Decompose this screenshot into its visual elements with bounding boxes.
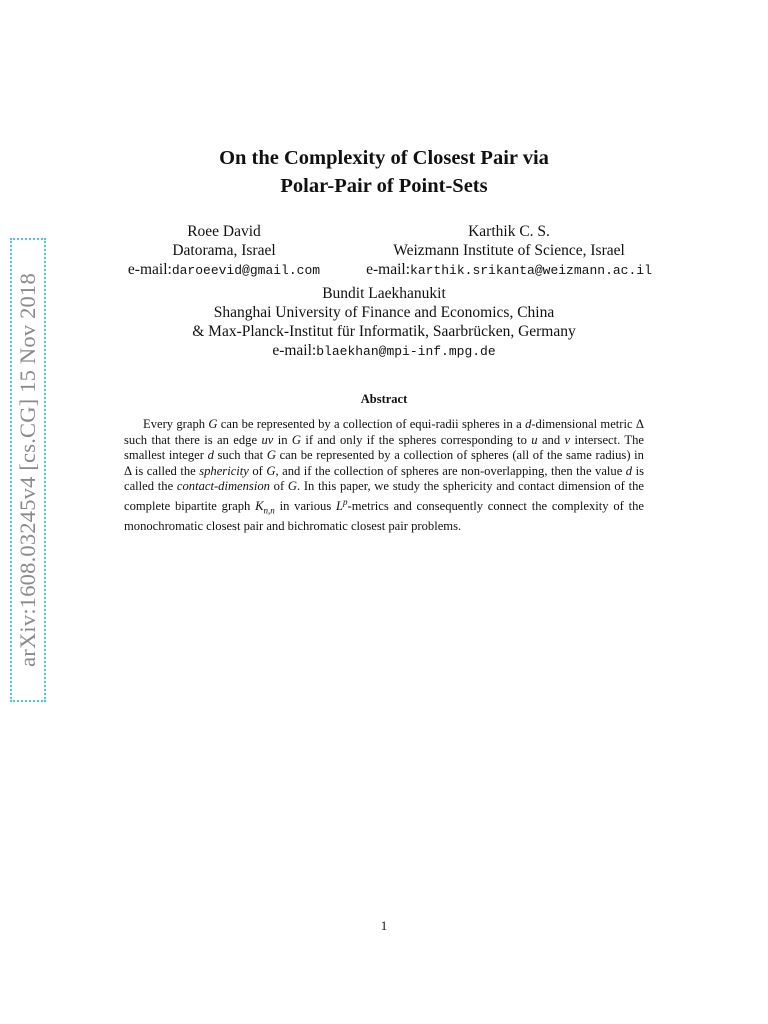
- abstract-text-run: contact-dimension: [176, 479, 270, 494]
- abstract-subscript: n,n: [263, 505, 275, 516]
- abstract-text-run: , and if the collection of spheres are non-overlapping, then the value: [275, 463, 626, 478]
- abstract-text-run: is called the: [124, 463, 644, 494]
- arxiv-stamp-text: arXiv:1608.03245v4 [cs.CG] 15 Nov 2018: [15, 273, 40, 667]
- abstract-text-run: G: [291, 432, 301, 447]
- title-line-2: Polar-Pair of Point-Sets: [280, 175, 488, 197]
- author-name: Roee David: [187, 223, 261, 240]
- arxiv-stamp[interactable]: [10, 238, 46, 702]
- abstract-text-run: such that: [213, 448, 267, 463]
- abstract-text-run: -dimensional metric Δ such that there is an edge: [124, 417, 645, 447]
- abstract-text-run: of: [269, 479, 288, 494]
- abstract-text-run: G: [208, 417, 218, 431]
- author-name: Karthik C. S.: [468, 223, 550, 240]
- abstract-text-run: uv: [261, 432, 274, 447]
- author-3: [134, 284, 634, 361]
- abstract-text-run: L: [336, 499, 344, 514]
- abstract-text-run: Every graph: [143, 417, 209, 431]
- abstract-text-run: v: [564, 432, 571, 447]
- author-email[interactable]: e-mail:daroeevid@gmail.com: [127, 261, 321, 278]
- author-email[interactable]: e-mail:blaekhan@mpi-inf.mpg.de: [272, 342, 496, 359]
- abstract-text-run: in: [273, 432, 292, 447]
- abstract-text-run: sphericity: [199, 463, 249, 478]
- abstract-text-run: can be represented by a collection of spheres (all of the same radius) in Δ is called the: [124, 448, 644, 478]
- author-email[interactable]: e-mail:karthik.srikanta@weizmann.ac.il: [366, 261, 652, 278]
- title-line-1: On the Complexity of Closest Pair via: [219, 147, 549, 169]
- author-1: [104, 222, 344, 280]
- abstract-text-run: u: [531, 432, 538, 447]
- abstract-body: [124, 417, 644, 535]
- abstract-text-run: d: [525, 417, 532, 431]
- abstract-text-run: K: [255, 499, 264, 514]
- abstract-text-run: and: [537, 432, 565, 447]
- author-affiliation: Datorama, Israel: [172, 242, 276, 259]
- abstract-text-run: can be represented by a collection of equi-radii spheres in a: [217, 417, 526, 431]
- abstract-text-run: d: [207, 448, 214, 463]
- paper-title: [0, 144, 768, 200]
- page-number: 1: [380, 918, 388, 933]
- abstract-heading: Abstract: [360, 392, 408, 406]
- author-affiliation: Shanghai University of Finance and Economics, China: [213, 304, 555, 321]
- author-2: [344, 222, 674, 280]
- author-affiliation: Weizmann Institute of Science, Israel: [393, 242, 625, 259]
- abstract-text-run: G: [266, 448, 276, 463]
- abstract-text-run: . In this paper, we study the sphericity and contact dimension of the complete bipartite graph: [124, 479, 644, 514]
- abstract-superscript: p: [343, 496, 348, 507]
- abstract-text-run: -metrics and consequently connect the complexity of the monochromatic closest pair and bichromatic closest pair problems.: [124, 499, 644, 534]
- abstract-text-run: G: [287, 479, 297, 494]
- author-affiliation: & Max-Planck-Institut für Informatik, Saarbrücken, Germany: [192, 323, 576, 340]
- abstract-text-run: of: [248, 463, 267, 478]
- abstract-text-run: if and only if the spheres corresponding to: [300, 432, 532, 447]
- abstract-text-run: G: [266, 463, 276, 478]
- abstract-text-run: in various: [274, 499, 337, 514]
- author-name: Bundit Laekhanukit: [322, 285, 446, 302]
- abstract-text-run: d: [625, 463, 633, 478]
- abstract-text-run: intersect. The smallest integer: [124, 432, 645, 463]
